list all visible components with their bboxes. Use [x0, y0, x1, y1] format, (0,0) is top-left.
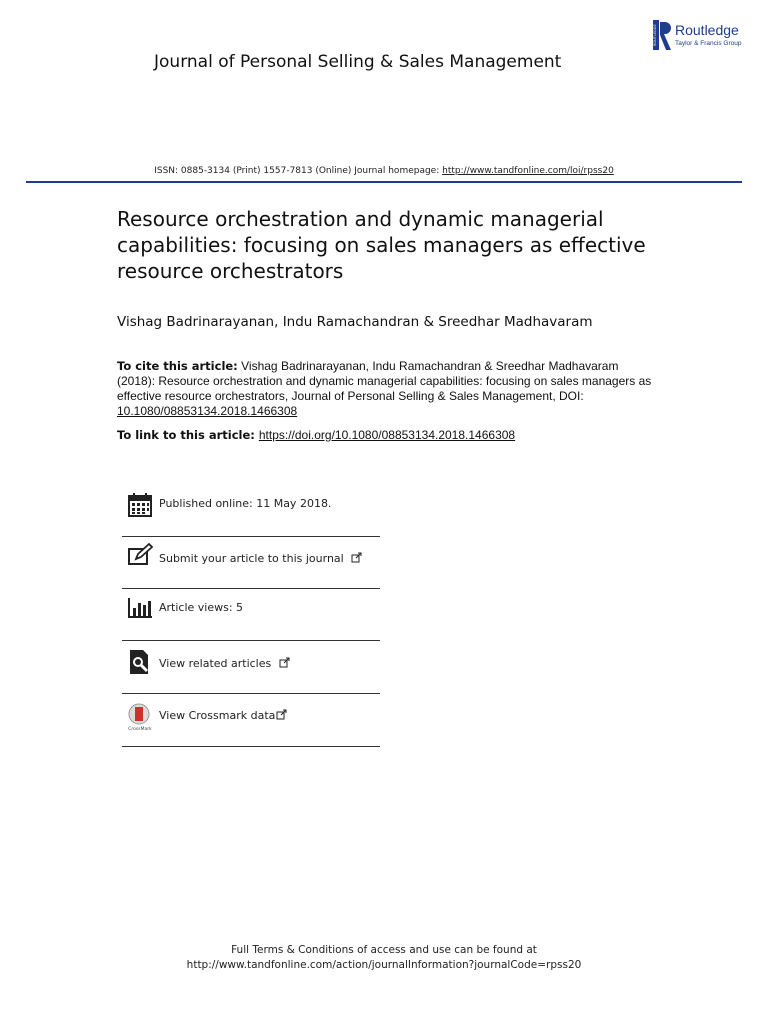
published-date: Published online: 11 May 2018. — [159, 497, 332, 510]
related-row[interactable] — [122, 644, 380, 696]
edit-icon — [126, 542, 154, 570]
issn-line — [0, 166, 768, 176]
routledge-logo — [653, 20, 753, 52]
submit-article-link[interactable]: Submit your article to this journal — [159, 552, 344, 565]
divider — [122, 536, 380, 537]
cite-doi-link[interactable]: 10.1080/08853134.2018.1466308 — [117, 404, 298, 418]
link-label: To link to this article: — [117, 428, 255, 442]
terms-link[interactable]: http://www.tandfonline.com/action/journalInformation?journalCode=rpss20 — [186, 959, 582, 971]
divider — [122, 746, 380, 747]
citation — [117, 359, 657, 419]
routledge-r-logo-icon — [653, 20, 671, 50]
calendar-icon — [126, 491, 154, 519]
crossmark-link[interactable]: View Crossmark data — [159, 709, 276, 722]
issn-text: ISSN: 0885-3134 (Print) 1557-7813 (Online) Journal homepage: — [154, 166, 443, 176]
article-views: Article views: 5 — [159, 601, 244, 614]
related-articles-link[interactable]: View related articles — [159, 657, 272, 670]
divider — [122, 640, 380, 641]
divider — [122, 588, 380, 589]
footer — [0, 943, 768, 973]
logo-side-text: ROUTLEDGE — [653, 24, 657, 46]
document-search-icon — [126, 648, 154, 676]
external-link-icon — [351, 552, 362, 563]
article-link — [117, 428, 515, 442]
published-row — [122, 488, 380, 540]
bar-chart-icon — [126, 594, 154, 622]
views-row — [122, 592, 380, 644]
submit-row[interactable] — [122, 540, 380, 592]
external-link-icon — [279, 657, 290, 668]
logo-brand: Routledge — [675, 22, 739, 38]
crossmark-icon — [126, 703, 154, 731]
header-rule — [26, 181, 742, 183]
journal-homepage-link[interactable]: http://www.tandfonline.com/loi/rpss20 — [442, 166, 614, 176]
crossmark-caption: CrossMark — [128, 727, 152, 731]
journal-name: Journal of Personal Selling & Sales Management — [154, 52, 562, 72]
article-doi-link[interactable]: https://doi.org/10.1080/08853134.2018.1466308 — [258, 428, 516, 442]
cite-label: To cite this article: — [117, 359, 238, 373]
logo-sub: Taylor & Francis Group — [675, 40, 742, 47]
footer-line-1: Full Terms & Conditions of access and use can be found at — [231, 944, 537, 956]
crossmark-row[interactable] — [122, 697, 380, 749]
external-link-icon — [276, 709, 287, 720]
article-authors: Vishag Badrinarayanan, Indu Ramachandran & Sreedhar Madhavaram — [117, 314, 593, 330]
cite-text: Vishag Badrinarayanan, Indu Ramachandran & Sreedhar Madhavaram (2018): Resource orchestration and dynamic managerial capabilities: focusing on sales managers as effective resource orchestrators, Journal of Personal Selling & Sales Management, DOI: — [117, 359, 652, 403]
article-title: Resource orchestration and dynamic managerial capabilities: focusing on sales managers as effective resource orchestrators — [117, 207, 646, 283]
divider — [122, 693, 380, 694]
